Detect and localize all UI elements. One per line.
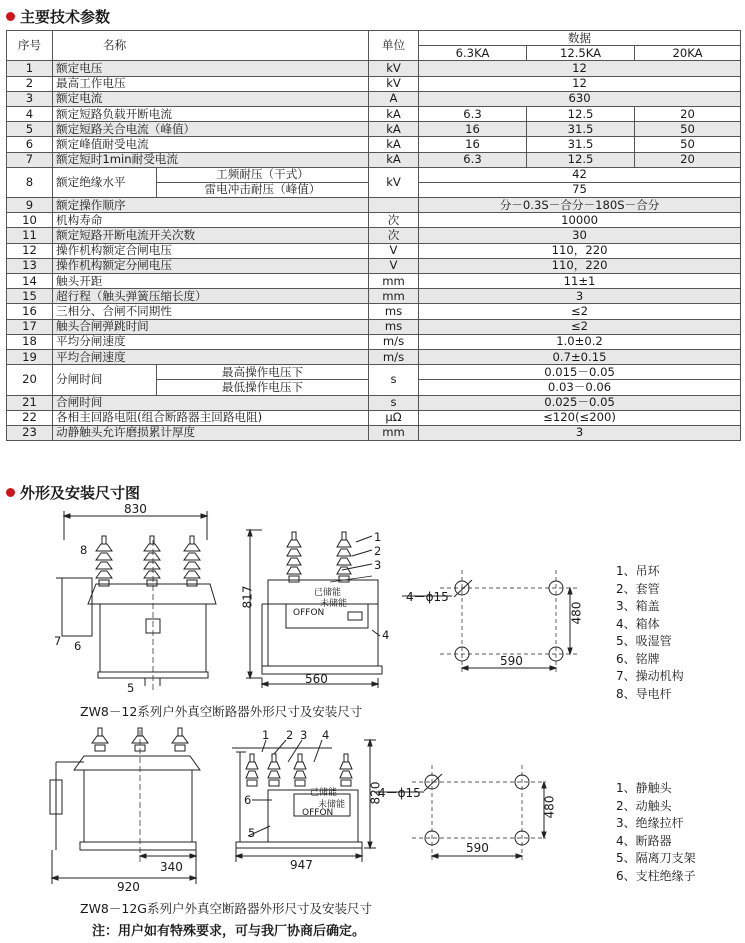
bushing-icon <box>246 754 258 786</box>
d2-panel-unstored: 未储能 <box>318 800 346 810</box>
d2-callout-3: 3 <box>300 728 308 742</box>
bushing-icon <box>96 536 112 586</box>
row-name: 额定绝缘水平 <box>53 167 157 197</box>
row-no: 9 <box>7 198 53 213</box>
d1-callout-3: 3 <box>374 558 382 572</box>
d2-panel-stored: 已储能 <box>310 788 338 798</box>
row-subname: 工频耐压（干式） <box>157 167 369 182</box>
row-name: 额定短路负载开断电流 <box>53 106 369 121</box>
header-data: 数据 <box>419 31 741 46</box>
row-value: 0.03－0.06 <box>419 380 741 395</box>
row-name: 机构寿命 <box>53 213 369 228</box>
bushing-icon <box>144 536 160 586</box>
row-unit: mm <box>369 425 419 440</box>
d2-legend-item: 1、静触头 <box>616 781 672 795</box>
row-value: 分－0.3S－合分－180S－合分 <box>419 198 741 213</box>
drawing1-hole-pattern <box>402 570 580 675</box>
row-name: 平均分闸速度 <box>53 334 369 349</box>
row-name: 额定操作顺序 <box>53 198 369 213</box>
row-value: 31.5 <box>527 122 635 137</box>
row-name: 三相分、合闸不同期性 <box>53 304 369 319</box>
d2-callout-5: 5 <box>248 826 256 840</box>
section-title-specs-text: 主要技术参数 <box>20 8 111 26</box>
d1-panel-unstored: 未储能 <box>320 599 348 609</box>
table-row <box>7 395 741 410</box>
d1-legend-item: 4、箱体 <box>616 616 660 631</box>
d2-hole-h: 590 <box>466 841 489 855</box>
d2-callout-4: 4 <box>322 728 330 742</box>
row-value: 6.3 <box>419 152 527 167</box>
row-name: 操作机构额定合闸电压 <box>53 243 369 258</box>
table-row <box>7 319 741 334</box>
row-value: ≤120(≤200) <box>419 410 741 425</box>
row-no: 17 <box>7 319 53 334</box>
table-row <box>7 425 741 440</box>
row-no: 8 <box>7 167 53 197</box>
d2-dim-base: 340 <box>160 860 183 874</box>
row-name: 额定峰值耐受电流 <box>53 137 369 152</box>
row-no: 19 <box>7 349 53 364</box>
d1-callout-6: 6 <box>74 639 82 653</box>
row-name: 额定电压 <box>53 61 369 76</box>
row-value: 16 <box>419 122 527 137</box>
row-subname: 最低操作电压下 <box>157 380 369 395</box>
row-value: 12.5 <box>527 106 635 121</box>
row-value: 3 <box>419 289 741 304</box>
row-no: 4 <box>7 106 53 121</box>
row-value: 30 <box>419 228 741 243</box>
d1-hole-v: 480 <box>569 601 584 625</box>
row-value: 42 <box>419 167 741 182</box>
row-no: 15 <box>7 289 53 304</box>
bushing-icon <box>337 532 351 582</box>
d1-panel-offon: OFFON <box>293 608 325 618</box>
d2-legend-item: 5、隔离刀支架 <box>616 851 696 865</box>
d2-callout-1: 1 <box>262 728 270 742</box>
d1-callout-7: 7 <box>54 634 62 648</box>
d1-callout-4: 4 <box>382 628 390 642</box>
row-unit: s <box>369 365 419 395</box>
row-no: 7 <box>7 152 53 167</box>
bullet-dot-icon <box>6 12 15 21</box>
row-value: 630 <box>419 91 741 106</box>
d2-legend <box>616 780 696 885</box>
row-name: 各相主回路电阻(组合断路器主回路电阻) <box>53 410 369 425</box>
header-subcol: 20KA <box>635 46 741 61</box>
row-unit: kV <box>369 167 419 197</box>
table-row <box>7 304 741 319</box>
row-no: 1 <box>7 61 53 76</box>
bushing-icon <box>184 536 200 586</box>
table-row <box>7 289 741 304</box>
row-name: 动静触头允许磨损累计厚度 <box>53 425 369 440</box>
row-name: 超行程（触头弹簧压缩长度） <box>53 289 369 304</box>
row-name: 分闸时间 <box>53 365 157 395</box>
d1-hole-h: 590 <box>500 654 523 668</box>
d2-hole-v: 480 <box>542 795 557 819</box>
row-name: 操作机构额定分闸电压 <box>53 258 369 273</box>
d2-dim-side-width: 947 <box>290 858 313 872</box>
row-no: 10 <box>7 213 53 228</box>
row-value: ≤2 <box>419 319 741 334</box>
header-subcol: 12.5KA <box>527 46 635 61</box>
d1-legend <box>616 563 684 703</box>
row-unit: μΩ <box>369 410 419 425</box>
d1-legend-item: 1、吊环 <box>616 564 660 578</box>
header-name: 名称 <box>53 31 369 61</box>
d1-dim-width: 830 <box>124 502 147 516</box>
row-unit: ms <box>369 304 419 319</box>
row-unit: kA <box>369 122 419 137</box>
row-no: 11 <box>7 228 53 243</box>
row-value: 1.0±0.2 <box>419 334 741 349</box>
bushing-icon <box>287 532 301 582</box>
row-name: 额定电流 <box>53 91 369 106</box>
d2-legend-item: 3、绝缘拉杆 <box>616 816 684 830</box>
d1-callout-8: 8 <box>80 543 88 557</box>
row-value: 6.3 <box>419 106 527 121</box>
row-no: 3 <box>7 91 53 106</box>
row-no: 2 <box>7 76 53 91</box>
row-value: 12.5 <box>527 152 635 167</box>
bushing-icon <box>268 754 280 786</box>
table-row <box>7 122 741 137</box>
section-title-specs <box>6 6 110 27</box>
table-row <box>7 228 741 243</box>
d2-callout-2: 2 <box>286 728 294 742</box>
d2-panel-offon: OFFON <box>302 808 334 818</box>
row-unit: V <box>369 243 419 258</box>
row-unit: mm <box>369 289 419 304</box>
d1-legend-item: 7、操动机构 <box>616 669 684 683</box>
row-value: 110，220 <box>419 243 741 258</box>
d1-callout-2: 2 <box>374 544 382 558</box>
bullet-dot-icon <box>6 488 15 497</box>
row-unit: A <box>369 91 419 106</box>
row-no: 21 <box>7 395 53 410</box>
d2-legend-item: 6、支柱绝缘子 <box>616 868 696 883</box>
row-value: 20 <box>635 106 741 121</box>
drawing2-side-view <box>232 740 376 862</box>
d1-dim-height: 817 <box>240 585 255 609</box>
row-unit: kV <box>369 76 419 91</box>
d1-legend-item: 6、铭牌 <box>616 651 660 666</box>
row-unit: mm <box>369 274 419 289</box>
bushing-icon <box>172 728 188 751</box>
row-no: 23 <box>7 425 53 440</box>
table-row <box>7 334 741 349</box>
row-no: 5 <box>7 122 53 137</box>
d1-legend-item: 8、导电杆 <box>616 686 672 701</box>
row-value: 110，220 <box>419 258 741 273</box>
row-name: 额定短路开断电流开关次数 <box>53 228 369 243</box>
row-no: 16 <box>7 304 53 319</box>
table-row <box>7 76 741 91</box>
row-unit <box>369 198 419 213</box>
d2-dim-width: 920 <box>117 880 140 894</box>
row-name: 触头合闸弹跳时间 <box>53 319 369 334</box>
d1-legend-item: 3、箱盖 <box>616 599 660 613</box>
row-name: 额定短路关合电流（峰值） <box>53 122 369 137</box>
d1-callout-1: 1 <box>374 530 382 544</box>
d1-legend-item: 5、吸湿管 <box>616 634 672 648</box>
table-row <box>7 137 741 152</box>
row-value: 0.7±0.15 <box>419 349 741 364</box>
row-name: 额定短时1min耐受电流 <box>53 152 369 167</box>
d2-caption: ZW8－12G系列户外真空断路器外形尺寸及安装尺寸 <box>80 901 372 916</box>
row-value: 0.015－0.05 <box>419 365 741 380</box>
row-unit: kA <box>369 152 419 167</box>
table-row <box>7 213 741 228</box>
row-value: 75 <box>419 182 741 197</box>
footer-note: 注：用户如有特殊要求，可与我厂协商后确定。 <box>92 924 366 939</box>
d1-callout-5: 5 <box>127 681 135 695</box>
row-unit: 次 <box>369 228 419 243</box>
row-value: 50 <box>635 122 741 137</box>
table-row <box>7 258 741 273</box>
table-row <box>7 91 741 106</box>
row-no: 6 <box>7 137 53 152</box>
row-value: 20 <box>635 152 741 167</box>
row-subname: 雷电冲击耐压（峰值） <box>157 182 369 197</box>
row-unit: m/s <box>369 349 419 364</box>
d1-dim-base: 560 <box>305 672 328 686</box>
d2-callout-6: 6 <box>244 793 252 807</box>
d2-hole-label: 4－ϕ15 <box>378 786 421 800</box>
row-no: 22 <box>7 410 53 425</box>
row-unit: ms <box>369 319 419 334</box>
row-value: 12 <box>419 76 741 91</box>
row-value: 31.5 <box>527 137 635 152</box>
d1-hole-label: 4－ϕ15 <box>406 590 449 604</box>
d2-legend-item: 2、动触头 <box>616 798 672 813</box>
table-row <box>7 410 741 425</box>
row-name: 最高工作电压 <box>53 76 369 91</box>
table-row <box>7 349 741 364</box>
table-row <box>7 274 741 289</box>
header-unit: 单位 <box>369 31 419 61</box>
bushing-icon <box>294 754 306 786</box>
row-value: 50 <box>635 137 741 152</box>
row-name: 平均合闸速度 <box>53 349 369 364</box>
row-value: 10000 <box>419 213 741 228</box>
d2-dim-height: 820 <box>368 781 383 805</box>
row-value: 11±1 <box>419 274 741 289</box>
row-unit: V <box>369 258 419 273</box>
table-row <box>7 167 741 182</box>
spec-table <box>6 30 741 441</box>
table-row <box>7 152 741 167</box>
d2-legend-item: 4、断路器 <box>616 833 672 848</box>
row-unit: s <box>369 395 419 410</box>
header-subcol: 6.3KA <box>419 46 527 61</box>
row-no: 20 <box>7 365 53 395</box>
row-no: 12 <box>7 243 53 258</box>
drawing2-hole-pattern <box>374 765 546 862</box>
drawing1-front-view <box>56 511 216 690</box>
row-unit: kV <box>369 61 419 76</box>
table-row <box>7 106 741 121</box>
row-no: 13 <box>7 258 53 273</box>
row-unit: 次 <box>369 213 419 228</box>
bushing-icon <box>340 754 352 786</box>
row-subname: 最高操作电压下 <box>157 365 369 380</box>
bushing-icon <box>92 728 108 751</box>
d1-panel-stored: 已储能 <box>314 588 342 598</box>
row-value: 16 <box>419 137 527 152</box>
row-name: 合闸时间 <box>53 395 369 410</box>
row-no: 14 <box>7 274 53 289</box>
row-unit: kA <box>369 106 419 121</box>
row-name: 触头开距 <box>53 274 369 289</box>
table-row <box>7 198 741 213</box>
d1-legend-item: 2、套管 <box>616 581 660 596</box>
header-no: 序号 <box>7 31 53 61</box>
section-title-dimensions-text: 外形及安装尺寸图 <box>20 484 141 502</box>
table-row <box>7 243 741 258</box>
table-row <box>7 61 741 76</box>
row-unit: m/s <box>369 334 419 349</box>
row-no: 18 <box>7 334 53 349</box>
row-value: 12 <box>419 61 741 76</box>
row-value: 0.025－0.05 <box>419 395 741 410</box>
row-unit: kA <box>369 137 419 152</box>
table-row <box>7 365 741 380</box>
row-value: ≤2 <box>419 304 741 319</box>
d1-caption: ZW8－12系列户外真空断路器外形尺寸及安装尺寸 <box>80 704 363 719</box>
row-value: 3 <box>419 425 741 440</box>
